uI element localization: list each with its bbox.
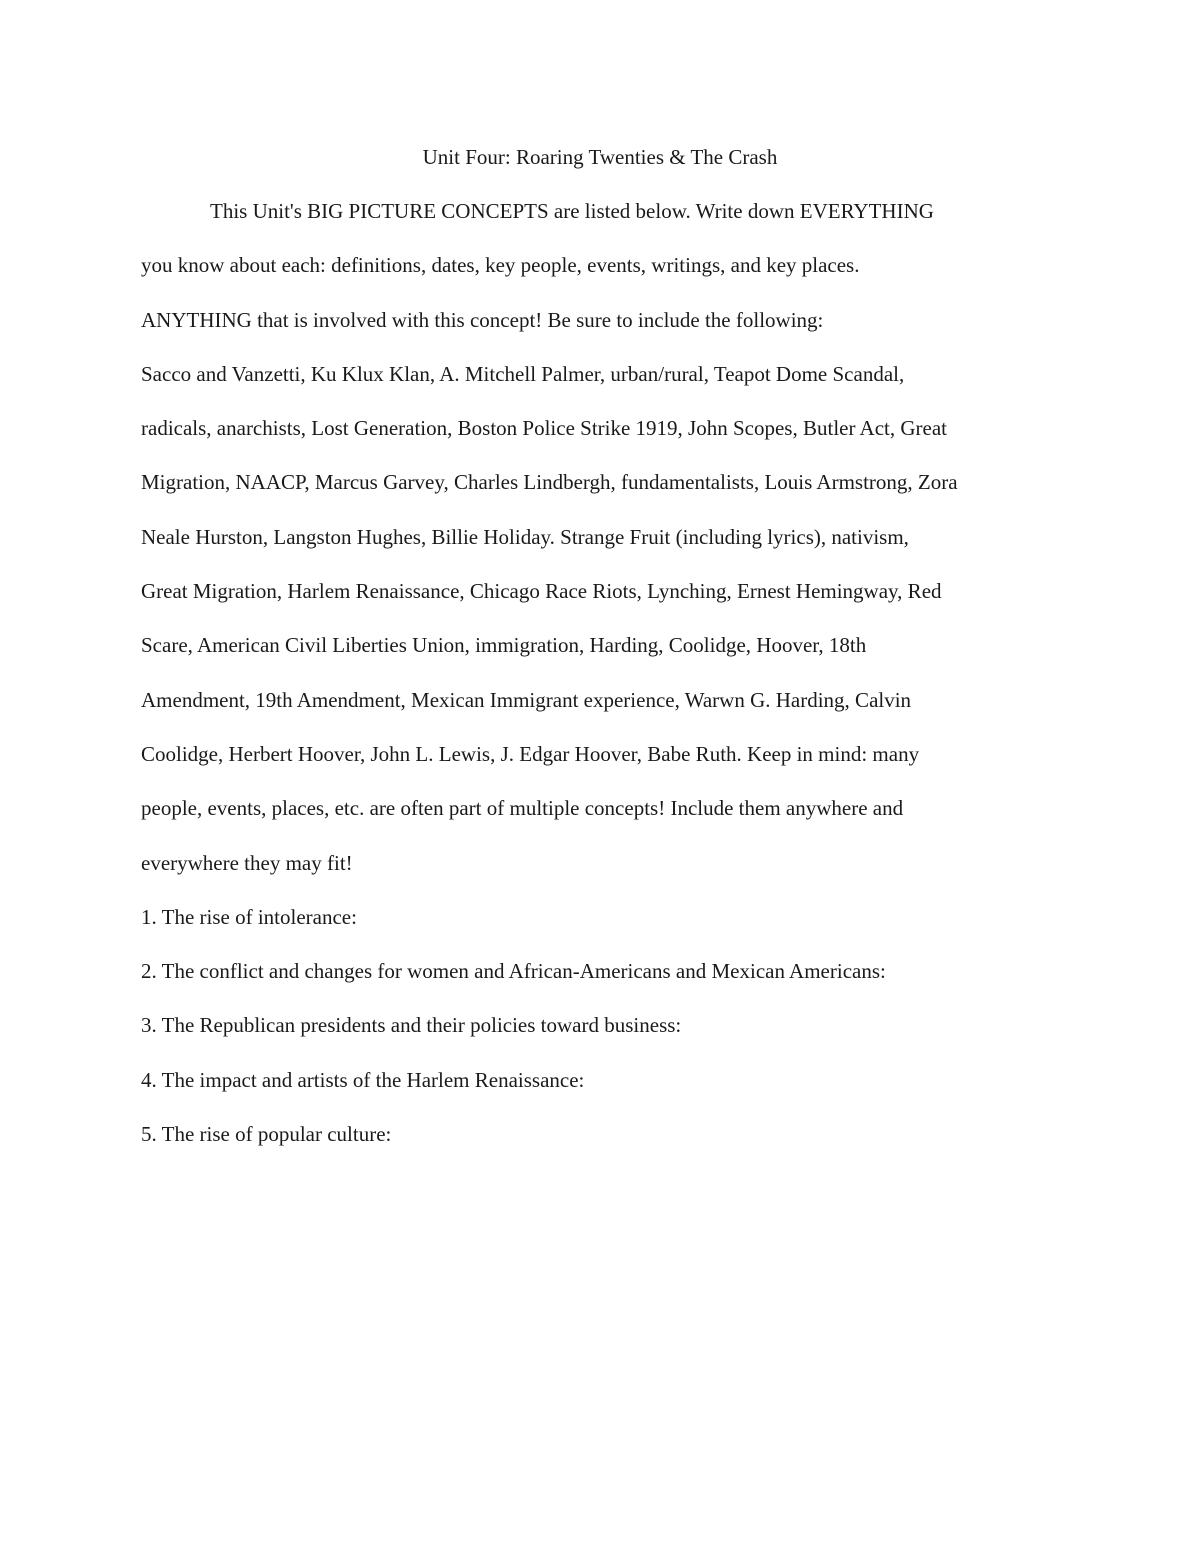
concept-item: 2. The conflict and changes for women and African-Americans and Mexican Americans: bbox=[141, 959, 886, 984]
intro-line: Amendment, 19th Amendment, Mexican Immigrant experience, Warwn G. Harding, Calvin bbox=[141, 687, 912, 712]
intro-line: ANYTHING that is involved with this concept! Be sure to include the following: bbox=[141, 307, 824, 332]
intro-line: Scare, American Civil Liberties Union, immigration, Harding, Coolidge, Hoover, 18th bbox=[141, 633, 867, 658]
intro-line: Great Migration, Harlem Renaissance, Chicago Race Riots, Lynching, Ernest Hemingway, Red bbox=[141, 579, 942, 604]
concept-item: 4. The impact and artists of the Harlem Renaissance: bbox=[141, 1067, 585, 1092]
intro-line: This Unit's BIG PICTURE CONCEPTS are listed below. Write down EVERYTHING bbox=[210, 199, 934, 223]
document-title: Unit Four: Roaring Twenties & The Crash bbox=[422, 145, 778, 169]
intro-line: people, events, places, etc. are often part of multiple concepts! Include them anywhere and bbox=[141, 796, 904, 821]
intro-line: you know about each: definitions, dates, key people, events, writings, and key places. bbox=[141, 253, 860, 278]
intro-line: Neale Hurston, Langston Hughes, Billie Holiday. Strange Fruit (including lyrics), nativism, bbox=[141, 524, 909, 549]
concept-item: 5. The rise of popular culture: bbox=[141, 1122, 392, 1147]
concept-item: 1. The rise of intolerance: bbox=[141, 904, 357, 929]
intro-line: everywhere they may fit! bbox=[141, 850, 353, 875]
concept-item: 3. The Republican presidents and their policies toward business: bbox=[141, 1013, 682, 1038]
intro-line: Coolidge, Herbert Hoover, John L. Lewis, J. Edgar Hoover, Babe Ruth. Keep in mind: many bbox=[141, 741, 920, 766]
intro-line: radicals, anarchists, Lost Generation, Boston Police Strike 1919, John Scopes, Butler Act, Great bbox=[141, 416, 948, 441]
intro-line: Sacco and Vanzetti, Ku Klux Klan, A. Mitchell Palmer, urban/rural, Teapot Dome Scandal, bbox=[141, 361, 905, 386]
document-body bbox=[141, 196, 1066, 1173]
intro-line: Migration, NAACP, Marcus Garvey, Charles Lindbergh, fundamentalists, Louis Armstrong, Zora bbox=[141, 470, 958, 495]
